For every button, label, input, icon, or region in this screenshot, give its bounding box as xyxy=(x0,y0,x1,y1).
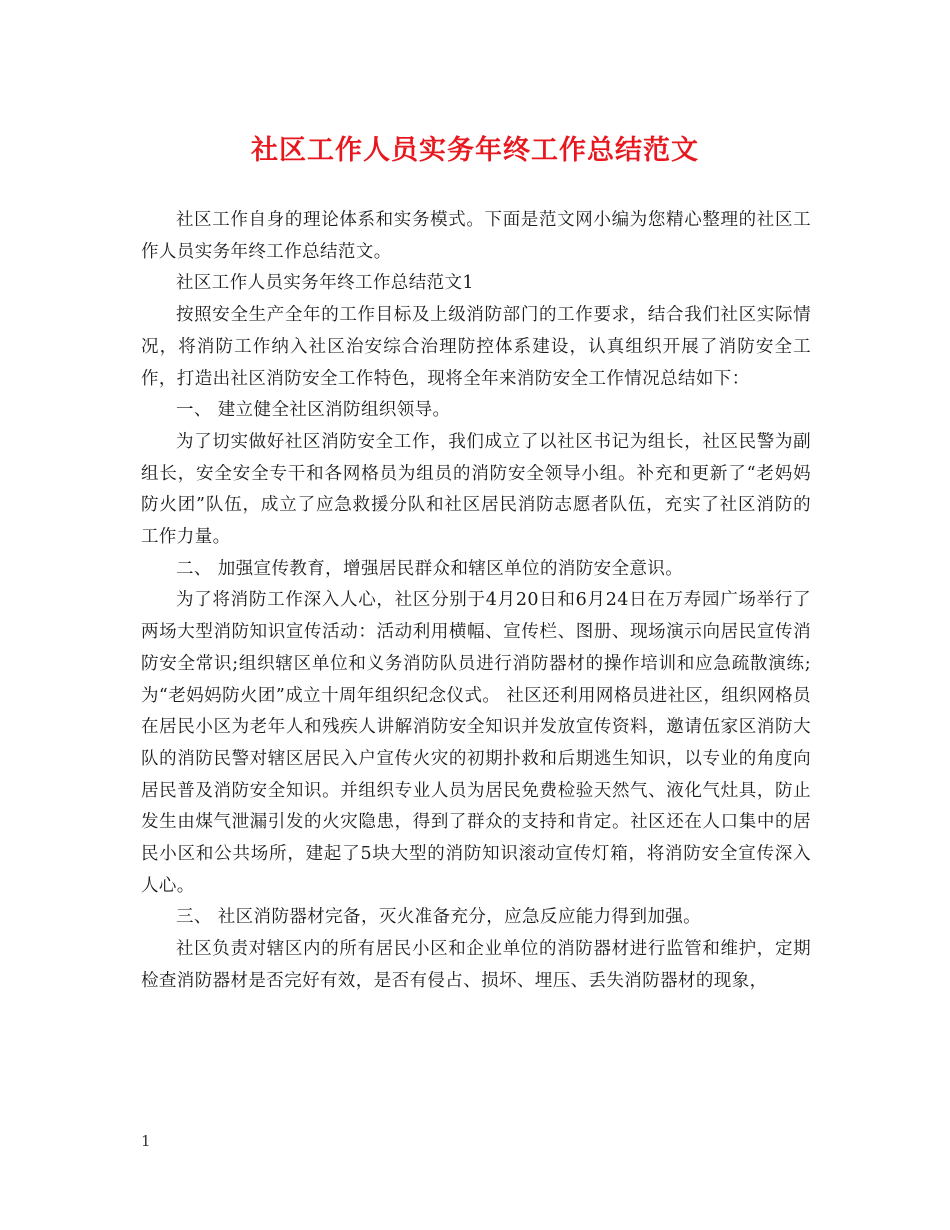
section-heading: 社区工作人员实务年终工作总结范文1 xyxy=(176,273,474,294)
intro-paragraph: 社区工作自身的理论体系和实务模式。下面是范文网小编为您精心整理的社区工作人员实务年终工作总结范文。 xyxy=(141,210,811,262)
body-paragraph: 为了将消防工作深入人心，社区分别于4月20日和6月24日在万寿园广场举行了两场大型消防知识宣传活动：活动利用横幅、宣传栏、图册、现场演示向居民宣传消防安全常识;组织辖区单位和义务消防队员进行消防器材的操作培训和应急疏散演练;为“老妈妈防火团”成立十周年组织纪念仪式。 社区还利用网格员进社区，组织网格员在居民小区为老年人和残疾人讲解消防安全知识并发放宣传资料，邀请伍家区消防大队的消防民警对辖区居民入户宣传火灾的初期扑救和后期逃生知识，以专业的角度向居民普及消防安全知识。并组织专业人员为居民免费检验天然气、液化气灶具，防止发生由煤气泄漏引发的火灾隐患，得到了群众的支持和肯定。社区还在人口集中的居民小区和公共场所，建起了5块大型的消防知识滚动宣传灯箱，将消防安全宣传深入人心。 xyxy=(141,590,811,896)
document-title: 社区工作人员实务年终工作总结范文 xyxy=(251,135,699,166)
item-heading-1: 一、 建立健全社区消防组织领导。 xyxy=(176,400,451,421)
item-heading-3: 三、 社区消防器材完备，灭火准备充分，应急反应能力得到加强。 xyxy=(176,907,702,928)
item-heading-2: 二、 加强宣传教育，增强居民群众和辖区单位的消防安全意识。 xyxy=(176,558,684,579)
body-paragraph: 为了切实做好社区消防安全工作，我们成立了以社区书记为组长，社区民警为副组长，安全安全专干和各网格员为组员的消防安全领导小组。补充和更新了“老妈妈防火团”队伍，成立了应急救援分队和社区居民消防志愿者队伍，充实了社区消防的工作力量。 xyxy=(141,431,811,548)
page-number: 1 xyxy=(141,1132,151,1150)
body-paragraph: 按照安全生产全年的工作目标及上级消防部门的工作要求，结合我们社区实际情况，将消防工作纳入社区治安综合治理防控体系建设，认真组织开展了消防安全工作，打造出社区消防安全工作特色，现将全年来消防安全工作情况总结如下： xyxy=(141,305,811,389)
document-body xyxy=(141,205,811,998)
body-paragraph: 社区负责对辖区内的所有居民小区和企业单位的消防器材进行监管和维护，定期检查消防器材是否完好有效，是否有侵占、损坏、埋压、丢失消防器材的现象， xyxy=(141,939,811,991)
